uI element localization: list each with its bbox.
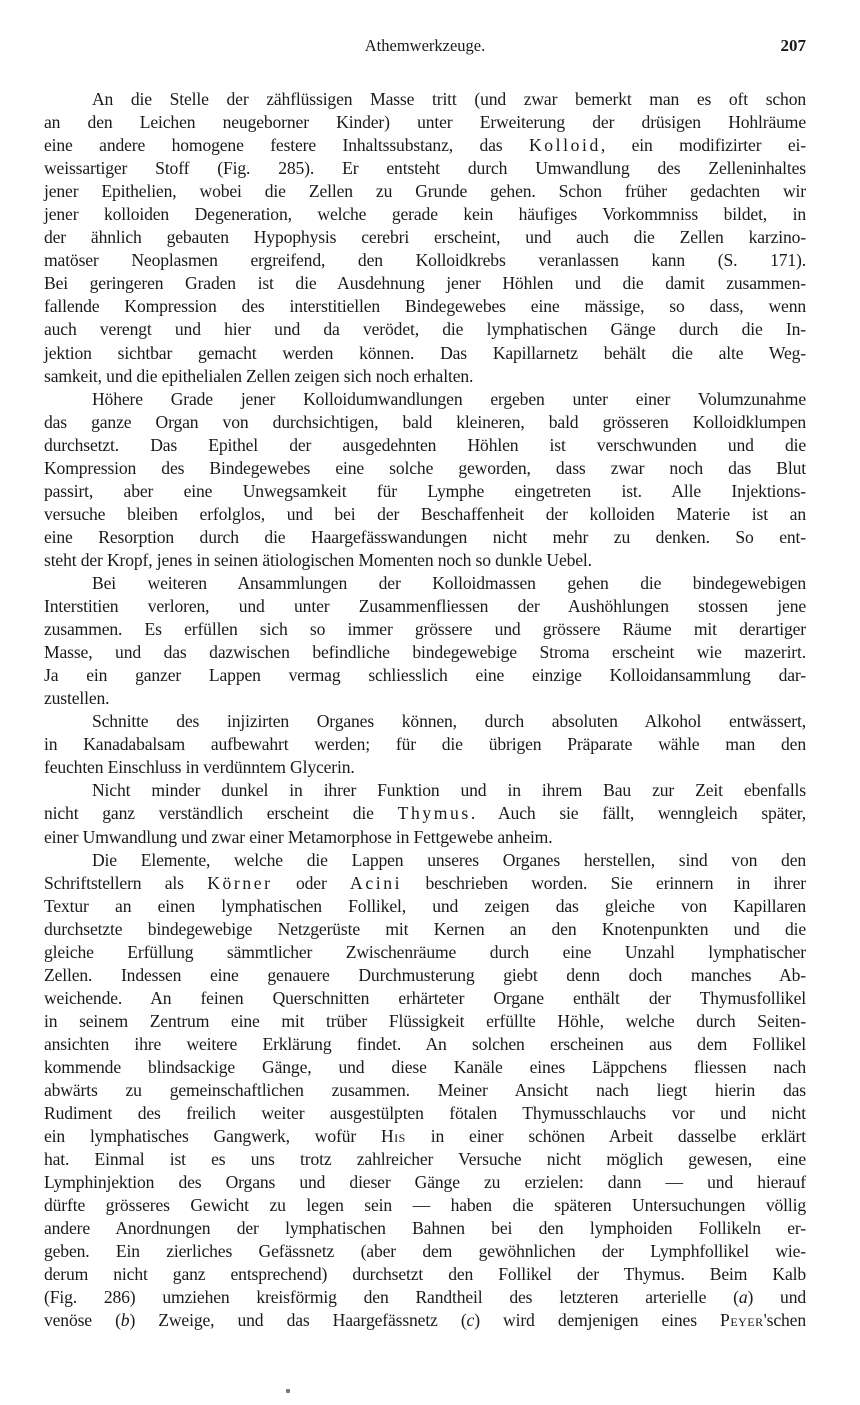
line-text: 'schen [763, 1310, 806, 1331]
line-text: auch verengt und hier und da verödet, die lymphatischen Gänge durch die In- [44, 319, 806, 340]
text-line [44, 1056, 806, 1079]
line-text: in seinem Zentrum eine mit trüber Flüssigkeit erfüllte Höhle, welche durch Seiten- [44, 1010, 806, 1031]
text-line [44, 1240, 806, 1263]
line-text: venöse ( [44, 1310, 121, 1331]
line-text: feuchten Einschluss in verdünntem Glycerin. [44, 757, 355, 778]
text-line [44, 1079, 806, 1102]
text-line [44, 134, 806, 157]
text-line [44, 1125, 806, 1148]
spaced-text: Acini [350, 872, 403, 893]
text-line [44, 318, 806, 341]
line-text: Rudiment des freilich weiter ausgestülpten fötalen Thymusschlauchs vor und nicht [44, 1103, 806, 1124]
text-line [44, 872, 806, 895]
text-line [44, 88, 806, 111]
line-text: Bei geringeren Graden ist die Ausdehnung jener Höhlen und die damit zusammen- [44, 273, 806, 294]
line-text: Textur an einen lymphatischen Follikel, und zeigen das gleiche von Kapillaren [44, 895, 806, 916]
line-text: oder [272, 872, 351, 893]
smallcaps-text: Peyer [720, 1310, 764, 1331]
line-text: eine Resorption durch die Haargefässwandungen nicht mehr zu denken. So ent- [44, 526, 806, 547]
text-line [44, 1309, 806, 1332]
italic-text: c [466, 1310, 475, 1331]
text-line [44, 249, 806, 272]
italic-text: a [738, 1287, 748, 1308]
line-text: Höhere Grade jener Kolloidumwandlungen ergeben unter einer Volumzunahme [92, 388, 806, 409]
text-line [44, 1102, 806, 1125]
text-line [44, 733, 806, 756]
text-line [44, 1010, 806, 1033]
text-line [44, 111, 806, 134]
text-line [44, 664, 806, 687]
text-line [44, 1217, 806, 1240]
line-text: matöser Neoplasmen ergreifend, den Kolloidkrebs veranlassen kann (S. 171). [44, 250, 806, 271]
line-text: Schriftstellern als [44, 872, 208, 893]
line-text: An die Stelle der zähflüssigen Masse tritt (und zwar bemerkt man es oft schon [92, 89, 806, 109]
text-line [44, 434, 806, 457]
text-line [44, 1148, 806, 1171]
text-line [44, 342, 806, 365]
line-text: der ähnlich gebauten Hypophysis cerebri erscheint, und auch die Zellen karzino- [44, 227, 806, 248]
line-text: passirt, aber eine Unwegsamkeit für Lymphe eingetreten ist. Alle Injektions- [44, 480, 806, 501]
text-line [44, 895, 806, 918]
line-text: an den Leichen neugeborner Kinder) unter Erweiterung der drüsigen Hohlräume [44, 112, 806, 133]
text-line [44, 295, 806, 318]
text-line [44, 157, 806, 180]
text-line [44, 987, 806, 1010]
line-text: fallende Kompression des interstitiellen Bindegewebes eine mässige, so dass, wenn [44, 296, 806, 317]
line-text: dürfte grösseres Gewicht zu legen sein — haben die späteren Untersuchungen völlig [44, 1195, 806, 1216]
line-text: Schnitte des injizirten Organes können, durch absoluten Alkohol entwässert, [92, 711, 806, 732]
text-line [44, 1171, 806, 1194]
line-text: Masse, und das dazwischen befindliche bindegewebige Stroma erscheint wie mazerirt. [44, 642, 806, 663]
text-line [44, 779, 806, 802]
text-line [44, 1286, 806, 1309]
line-text: kommende blindsackige Gänge, und diese Kanäle eines Läppchens fliessen nach [44, 1056, 806, 1077]
line-text: , ein modifizirter ei- [600, 135, 806, 156]
line-text: Bei weiteren Ansammlungen der Kolloidmassen gehen die bindegewebigen [92, 572, 806, 593]
line-text: Lymphinjektion des Organs und dieser Gänge zu erzielen: dann — und hierauf [44, 1172, 806, 1193]
text-line [44, 572, 806, 595]
line-text: steht der Kropf, jenes in seinen ätiologischen Momenten noch so dunkle Uebel. [44, 549, 592, 570]
text-line [44, 1194, 806, 1217]
text-line [44, 849, 806, 872]
text-line [44, 710, 806, 733]
text-line [44, 457, 806, 480]
text-line [44, 826, 806, 849]
line-text: samkeit, und die epithelialen Zellen zeigen sich noch erhalten. [44, 365, 474, 386]
line-text: (Fig. 286) umziehen kreisförmig den Randtheil des letzteren arterielle ( [44, 1287, 739, 1308]
line-text: geben. Ein zierliches Gefässnetz (aber dem gewöhnlichen der Lymphfollikel wie- [44, 1241, 806, 1262]
text-line [44, 180, 806, 203]
line-text: Nicht minder dunkel in ihrer Funktion und in ihrem Bau zur Zeit ebenfalls [92, 780, 806, 801]
line-text: beschrieben worden. Sie erinnern in ihrer [402, 872, 806, 893]
scan-speck [286, 1389, 290, 1393]
text-line [44, 1033, 806, 1056]
text-line [44, 203, 806, 226]
line-text: jener kolloiden Degeneration, welche gerade kein häufiges Vorkommniss bildet, in [44, 204, 806, 225]
line-text: nicht ganz verständlich erscheint die [44, 803, 398, 824]
text-line [44, 549, 806, 572]
line-text: gleiche Erfüllung sämmtlicher Zwischenräume durch eine Unzahl lymphatischer [44, 941, 806, 962]
line-text: weichende. An feinen Querschnitten erhärteter Organe enthält der Thymusfollikel [44, 987, 806, 1008]
line-text: Zellen. Indessen eine genauere Durchmusterung giebt denn doch manches Ab- [44, 964, 806, 985]
text-line [44, 272, 806, 295]
line-text: Kompression des Bindegewebes eine solche geworden, dass zwar noch das Blut [44, 457, 806, 478]
line-text: hat. Einmal ist es uns trotz zahlreicher Versuche nicht möglich gewesen, eine [44, 1149, 806, 1170]
line-text: eine andere homogene festere Inhaltssubstanz, das [44, 135, 529, 156]
spaced-text: Kolloid [528, 135, 601, 156]
line-text: zustellen. [44, 688, 110, 709]
line-text: ansichten ihre weitere Erklärung findet. An solchen erscheinen aus dem Follikel [44, 1033, 806, 1054]
text-line [44, 226, 806, 249]
line-text: andere Anordnungen der lymphatischen Bahnen bei den lymphoiden Follikeln er- [44, 1218, 806, 1239]
text-line [44, 365, 806, 388]
page-number: 207 [780, 36, 806, 55]
line-text: in Kanadabalsam aufbewahrt werden; für die übrigen Präparate wähle man den [44, 734, 806, 755]
line-text: . Auch sie fällt, wenngleich später, [470, 803, 806, 824]
line-text: jektion sichtbar gemacht werden können. Das Kapillarnetz behält die alte Weg- [44, 342, 806, 363]
text-line [44, 618, 806, 641]
line-text: derum nicht ganz entsprechend) durchsetzt den Follikel der Thymus. Beim Kalb [44, 1264, 806, 1285]
smallcaps-text: His [380, 1126, 406, 1147]
line-text: Die Elemente, welche die Lappen unseres Organes herstellen, sind von den [92, 849, 806, 870]
running-header [44, 36, 806, 60]
spaced-text: Körner [207, 872, 273, 893]
text-line [44, 756, 806, 779]
line-text: das ganze Organ von durchsichtigen, bald kleineren, bald grösseren Kolloidklumpen [44, 411, 806, 432]
text-line [44, 388, 806, 411]
text-line [44, 918, 806, 941]
italic-text: b [120, 1310, 130, 1331]
line-text: durchsetzte bindegewebige Netzgerüste mit Kernen an den Knotenpunkten und die [44, 918, 806, 939]
body-text [44, 88, 806, 1333]
text-line [44, 503, 806, 526]
text-line [44, 1263, 806, 1286]
text-line [44, 411, 806, 434]
text-line [44, 641, 806, 664]
line-text: weissartiger Stoff (Fig. 285). Er entsteht durch Umwandlung des Zelleninhaltes [44, 158, 806, 179]
running-title: Athemwerkzeuge. [364, 36, 486, 55]
text-line [44, 802, 806, 825]
text-line [44, 941, 806, 964]
line-text: abwärts zu gemeinschaftlichen zusammen. Meiner Ansicht nach liegt hierin das [44, 1080, 806, 1101]
text-line [44, 480, 806, 503]
line-text: ) Zweige, und das Haargefässnetz ( [129, 1310, 467, 1331]
line-text: ein lymphatisches Gangwerk, wofür [44, 1126, 381, 1147]
text-line [44, 595, 806, 618]
text-line [44, 964, 806, 987]
text-line [44, 526, 806, 549]
line-text: ) wird demjenigen eines [474, 1310, 721, 1331]
line-text: Interstitien verloren, und unter Zusammenfliessen der Aushöhlungen stossen jene [44, 596, 806, 617]
spaced-text: Thymus [397, 803, 471, 824]
line-text: durchsetzt. Das Epithel der ausgedehnten Höhlen ist verschwunden und die [44, 434, 806, 455]
line-text: einer Umwandlung und zwar einer Metamorphose in Fettgewebe anheim. [44, 826, 553, 847]
line-text: jener Epithelien, wobei die Zellen zu Grunde gehen. Schon früher gedachten wir [44, 181, 806, 202]
line-text: in einer schönen Arbeit dasselbe erklärt [405, 1126, 806, 1147]
line-text: versuche bleiben erfolglos, und bei der Beschaffenheit der kolloiden Materie ist an [44, 503, 806, 524]
line-text: zusammen. Es erfüllen sich so immer grössere und grössere Räume mit derartiger [44, 619, 806, 640]
line-text: Ja ein ganzer Lappen vermag schliesslich eine einzige Kolloidansammlung dar- [44, 665, 806, 686]
text-line [44, 687, 806, 710]
line-text: ) und [747, 1287, 806, 1308]
